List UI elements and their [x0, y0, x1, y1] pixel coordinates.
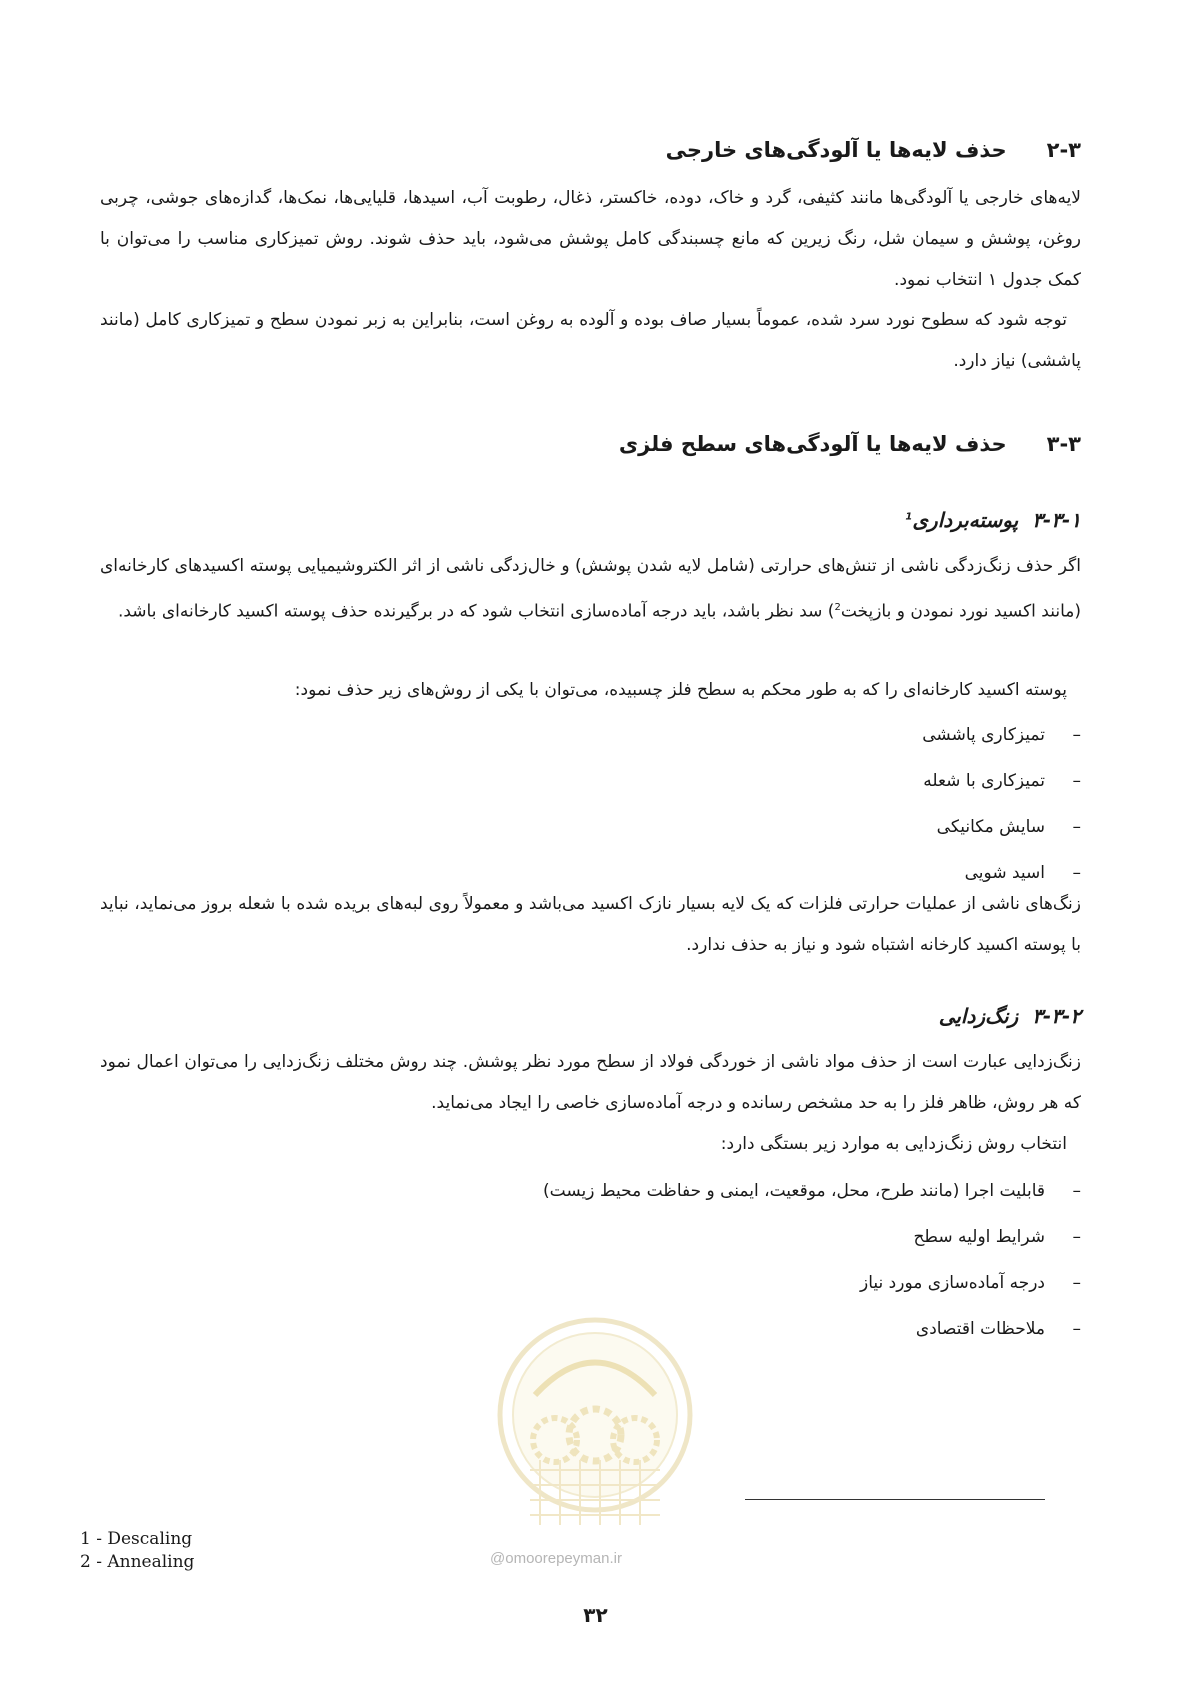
paragraph-3-3-2-1: زنگ‌زدایی عبارت است از حذف مواد ناشی از خوردگی فولاد از سطح مورد نظر پوشش. چند روش مختلف زنگ‌زدایی را می‌توان اعمال نمود که هر روش، ظاهر فلز را به حد مشخص رسانده و درجه آماده‌سازی خاصی را ایجاد می‌نماید. [100, 1052, 1081, 1113]
list-item-text: سایش مکانیکی [936, 817, 1045, 837]
subsection-heading-3-3-1 [905, 508, 1081, 532]
list-item-text: اسید شویی [964, 863, 1045, 883]
list-item-text: شرایط اولیه سطح [913, 1227, 1045, 1247]
list-item-text: قابلیت اجرا (مانند طرح، محل، موقعیت، ایمنی و حفاظت محیط زیست) [543, 1181, 1045, 1201]
list-item [922, 712, 1081, 758]
paragraph-2-3-1: لایه‌های خارجی یا آلودگی‌ها مانند کثیفی، گرد و خاک، دوده، خاکستر، ذغال، رطوبت آب، اسیدها، قلیایی‌ها، نمک‌ها، گدازه‌های جوشی، چربی روغن، پوشش و سیمان شل، رنگ زیرین که مانع چسبندگی کامل پوشش می‌شود، باید حذف شوند. روش تمیزکاری مناسب را می‌توان با کمک جدول ۱ انتخاب نمود. [100, 188, 1081, 290]
section-number: ۲-۳ [1046, 138, 1081, 162]
list-item-text: درجه آماده‌سازی مورد نیاز [860, 1273, 1045, 1293]
list-item-text: تمیزکاری پاششی [922, 725, 1045, 745]
subsection-number: ۳-۳-۲ [1032, 1004, 1081, 1028]
paragraph-text: اگر حذف زنگ‌زدگی ناشی از تنش‌های حرارتی (شامل لایه شدن پوشش) و خال‌زدگی ناشی از اثر الکتروشیمیایی پوسته اکسیدهای کارخانه‌ای (مانند اکسید نورد نمودن و بازپخت [100, 556, 1081, 622]
dash: – [1072, 771, 1081, 791]
footnote-2: 2 - Annealing [80, 1552, 195, 1572]
paragraph-3-3-2-2: انتخاب روش زنگ‌زدایی به موارد زیر بستگی دارد: [720, 1134, 1067, 1154]
footnote-ref: 2 [834, 602, 841, 613]
paragraph-3-3-1-1 [100, 546, 1081, 633]
list-item-text: ملاحظات اقتصادی [915, 1319, 1045, 1339]
dash: – [1072, 1181, 1081, 1201]
section-title: حذف لایه‌ها یا آلودگی‌های سطح فلزی [618, 432, 1007, 456]
paragraph-3-3-1-2: پوسته اکسید کارخانه‌ای را که به طور محکم به سطح فلز چسبیده، می‌توان با یکی از روش‌های زیر حذف نمود: [294, 680, 1067, 700]
dash: – [1072, 725, 1081, 745]
subsection-number: ۳-۳-۱ [1032, 508, 1081, 532]
dash: – [1072, 863, 1081, 883]
footnotes [80, 1528, 194, 1574]
subsection-title: زنگ‌زدایی [938, 1004, 1019, 1028]
footnote-1: 1 - Descaling [80, 1529, 193, 1549]
footnote-divider [745, 1499, 1045, 1500]
paragraph-3-3-1-3: زنگ‌های ناشی از عملیات حرارتی فلزات که یک لایه بسیار نازک اکسید می‌باشد و معمولاً روی لبه‌های بریده شده با شعله بروز می‌نماید، نباید با پوسته اکسید کارخانه اشتباه شود و نیاز به حذف ندارد. [100, 894, 1081, 955]
page-number: ۳۲ [583, 1603, 608, 1627]
section-number: ۳-۳ [1046, 432, 1081, 456]
subsection-heading-3-3-2 [939, 1004, 1081, 1028]
section-heading-2-3 [666, 138, 1081, 162]
subsection-title: پوسته‌برداری [912, 508, 1019, 532]
list-item [543, 1168, 1081, 1214]
list-item [543, 1260, 1081, 1306]
paragraph-2-3-2: توجه شود که سطوح نورد سرد شده، عموماً بسیار صاف بوده و آلوده به روغن است، بنابراین به زبر نمودن سطح و تمیزکاری کامل (مانند پاششی) نیاز دارد. [100, 310, 1081, 371]
dash: – [1072, 1319, 1081, 1339]
list-item [922, 758, 1081, 804]
list-item [922, 804, 1081, 850]
list-item [543, 1214, 1081, 1260]
paragraph-text: ) سد نظر باشد، باید درجه آماده‌سازی انتخاب شود که در برگیرنده حذف پوسته اکسید کارخانه‌ای باشد. [117, 601, 835, 622]
section-heading-3-3 [619, 432, 1081, 456]
dash: – [1072, 1273, 1081, 1293]
list-item-text: تمیزکاری با شعله [923, 771, 1045, 791]
section-title: حذف لایه‌ها یا آلودگی‌های خارجی [665, 138, 1007, 162]
watermark-logo-icon [480, 1310, 710, 1570]
dash: – [1072, 1227, 1081, 1247]
footnote-ref: 1 [905, 511, 913, 523]
method-list [922, 712, 1081, 896]
dash: – [1072, 817, 1081, 837]
watermark-url: @omoorepeyman.ir [490, 1550, 622, 1567]
